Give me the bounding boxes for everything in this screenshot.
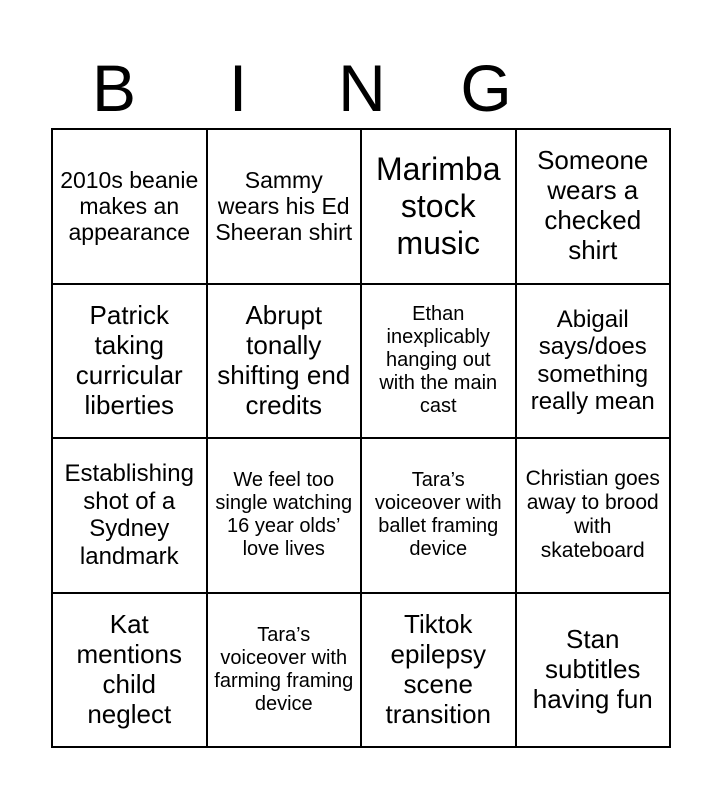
bingo-header bbox=[52, 52, 672, 124]
bingo-cell[interactable] bbox=[207, 438, 362, 593]
cell-text: Tara’s voiceover with farming framing device bbox=[214, 623, 354, 715]
cell-text: Kat mentions child neglect bbox=[76, 608, 182, 729]
bingo-cell[interactable] bbox=[52, 438, 207, 593]
bingo-board bbox=[51, 128, 671, 748]
cell-text: We feel too single watching 16 year olds’ love lives bbox=[215, 469, 353, 561]
header-letter-n: N bbox=[338, 51, 386, 125]
header-letter-i: I bbox=[228, 51, 248, 125]
cell-text: 2010s beanie makes an appearance bbox=[60, 166, 199, 246]
cell-text: Sammy wears his Ed Sheeran shirt bbox=[215, 166, 353, 246]
bingo-cell[interactable] bbox=[361, 438, 516, 593]
cell-text: Marimba stock music bbox=[376, 151, 501, 261]
bingo-cell[interactable] bbox=[361, 284, 516, 439]
bingo-cell[interactable] bbox=[52, 593, 207, 748]
cell-text: Abigail says/does something really mean bbox=[530, 305, 655, 416]
cell-text: Establishing shot of a Sydney landmark bbox=[64, 460, 194, 570]
cell-text: Tiktok epilepsy scene transition bbox=[385, 608, 491, 729]
bingo-cell[interactable] bbox=[361, 129, 516, 284]
bingo-cell[interactable] bbox=[207, 284, 362, 439]
cell-text: Abrupt tonally shifting end credits bbox=[217, 299, 351, 420]
bingo-cell[interactable] bbox=[52, 129, 207, 284]
bingo-cell[interactable] bbox=[516, 284, 671, 439]
cell-text: Stan subtitles having fun bbox=[532, 623, 653, 714]
bingo-cell[interactable] bbox=[207, 593, 362, 748]
bingo-cell[interactable] bbox=[207, 129, 362, 284]
cell-text: Tara’s voiceover with ballet framing device bbox=[374, 469, 502, 561]
bingo-cell[interactable] bbox=[516, 593, 671, 748]
cell-text: Patrick taking curricular liberties bbox=[75, 299, 183, 420]
bingo-cell[interactable] bbox=[516, 129, 671, 284]
header-letter-b: B bbox=[91, 51, 137, 125]
cell-text: Christian goes away to brood with skateboard bbox=[525, 466, 660, 563]
bingo-cell[interactable] bbox=[361, 593, 516, 748]
bingo-cell[interactable] bbox=[52, 284, 207, 439]
bingo-cell[interactable] bbox=[516, 438, 671, 593]
cell-text: Ethan inexplicably hanging out with the main cast bbox=[379, 303, 498, 418]
header-letter-g: G bbox=[460, 51, 512, 125]
cell-text: Someone wears a checked shirt bbox=[537, 145, 649, 266]
